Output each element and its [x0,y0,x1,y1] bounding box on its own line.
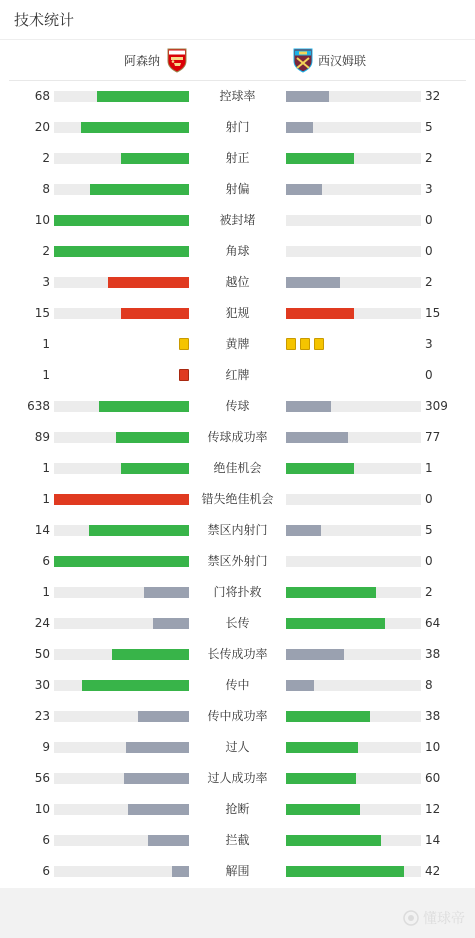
home-stat-value: 1 [42,461,50,475]
stat-row [0,422,475,453]
stat-row [0,81,475,112]
home-stat-bar-fill [54,494,189,505]
home-stat-value: 6 [42,554,50,568]
home-stat-bar [54,618,189,629]
home-stat-value: 2 [42,244,50,258]
stat-label: 传中成功率 [207,709,268,723]
home-stat-value: 30 [34,678,50,692]
stat-row [0,298,475,329]
away-stat-bar [286,773,421,784]
away-stat-bar-fill [286,711,370,722]
home-stat-bar [54,587,189,598]
home-stat-bar-fill [148,835,189,846]
away-stat-bar [286,835,421,846]
away-stat-bar-fill [286,308,354,319]
away-stat-bar-fill [286,587,376,598]
home-cards [175,338,189,351]
home-stat-value: 14 [34,523,50,537]
stat-label: 过人 [225,740,250,754]
home-stat-value: 89 [34,430,50,444]
home-stat-value: 20 [34,120,50,134]
stat-label: 解围 [225,864,250,878]
away-stat-value: 12 [425,802,441,816]
away-stat-value: 32 [425,89,441,103]
stat-row [0,391,475,422]
home-stat-bar [54,184,189,195]
home-stat-value: 3 [42,275,50,289]
yellow-card-icon [300,338,310,350]
home-stat-value: 638 [27,399,50,413]
away-stat-value: 0 [425,492,433,506]
home-stat-bar [54,804,189,815]
away-stat-value: 42 [425,864,441,878]
away-stat-bar-fill [286,184,322,195]
away-stat-value: 14 [425,833,441,847]
home-stat-bar [54,525,189,536]
home-stat-bar-fill [144,587,189,598]
watermark [403,908,465,928]
home-stat-value: 1 [42,368,50,382]
stat-row [0,608,475,639]
away-stat-bar-fill [286,680,314,691]
stat-label: 传中 [225,678,250,692]
home-stat-value: 2 [42,151,50,165]
home-stat-value: 15 [34,306,50,320]
stat-row [0,763,475,794]
stat-row [0,794,475,825]
home-stat-bar-fill [90,184,189,195]
away-stat-bar [286,866,421,877]
away-stat-bar [286,215,421,226]
home-stat-value: 1 [42,585,50,599]
home-stat-value: 10 [34,802,50,816]
stat-row [0,267,475,298]
away-stat-bar [286,711,421,722]
home-stat-bar [54,556,189,567]
home-stat-bar-fill [54,246,189,257]
away-stat-bar [286,432,421,443]
arsenal-crest-icon [166,48,188,73]
home-stat-bar-fill [89,525,189,536]
home-stat-bar [54,246,189,257]
stat-row [0,329,475,360]
stat-row [0,360,475,391]
stat-label: 红牌 [225,368,250,382]
yellow-card-icon [286,338,296,350]
away-stat-bar-fill [286,153,354,164]
away-stat-bar-fill [286,742,358,753]
away-stat-value: 2 [425,275,433,289]
away-stat-bar [286,184,421,195]
away-stat-bar [286,153,421,164]
page-title: 技术统计 [0,0,475,40]
home-stat-value: 1 [42,337,50,351]
home-stat-bar [54,122,189,133]
away-stat-bar [286,308,421,319]
home-stat-value: 6 [42,864,50,878]
away-stat-value: 1 [425,461,433,475]
away-stat-value: 5 [425,523,433,537]
home-stat-bar-fill [128,804,189,815]
watermark-logo-icon [403,910,419,926]
stat-row [0,639,475,670]
home-stat-bar [54,866,189,877]
stat-row [0,236,475,267]
away-stat-bar [286,804,421,815]
stat-label: 过人成功率 [207,771,268,785]
home-stat-bar [54,494,189,505]
stat-label: 长传成功率 [207,647,268,661]
stat-label: 射偏 [225,182,250,196]
home-stat-bar [54,432,189,443]
stat-row [0,546,475,577]
away-stat-value: 10 [425,740,441,754]
home-stat-bar-fill [54,215,189,226]
stat-label: 禁区内射门 [207,523,268,537]
stat-row [0,174,475,205]
away-stat-bar-fill [286,773,356,784]
stat-row [0,856,475,887]
stat-row [0,825,475,856]
away-stat-bar-fill [286,649,344,660]
away-stat-value: 38 [425,647,441,661]
away-stat-value: 309 [425,399,448,413]
stat-row [0,112,475,143]
away-stat-bar [286,649,421,660]
away-stat-bar-fill [286,91,329,102]
home-stat-value: 6 [42,833,50,847]
home-stat-value: 8 [42,182,50,196]
away-stat-bar-fill [286,866,404,877]
stat-label: 绝佳机会 [213,461,262,475]
stat-label: 射门 [225,120,250,134]
stat-label: 错失绝佳机会 [201,492,274,506]
stat-label: 拦截 [225,833,250,847]
home-stat-bar-fill [82,680,189,691]
away-stat-bar-fill [286,277,340,288]
stat-label: 犯规 [225,306,250,320]
home-stat-value: 9 [42,740,50,754]
home-stat-value: 50 [34,647,50,661]
stat-label: 越位 [225,275,250,289]
home-stat-bar [54,463,189,474]
home-stat-bar-fill [121,308,189,319]
stat-row [0,484,475,515]
home-stat-bar [54,277,189,288]
home-stat-bar-fill [121,463,189,474]
away-stat-bar [286,618,421,629]
away-stat-bar [286,122,421,133]
away-stat-bar [286,494,421,505]
home-stat-bar-fill [126,742,189,753]
home-stat-value: 1 [42,492,50,506]
away-stat-bar-fill [286,525,321,536]
away-team-name: 西汉姆联 [318,54,367,68]
away-stat-value: 2 [425,585,433,599]
home-team-name: 阿森纳 [123,54,160,68]
yellow-card-icon [179,338,189,350]
stat-label: 角球 [225,244,250,258]
away-stat-value: 8 [425,678,433,692]
home-stat-bar-fill [121,153,189,164]
away-stat-bar-fill [286,618,385,629]
away-stat-bar [286,401,421,412]
stat-row [0,732,475,763]
away-stat-value: 15 [425,306,441,320]
home-stat-bar [54,835,189,846]
home-stat-bar [54,308,189,319]
away-stat-bar [286,556,421,567]
home-stat-bar [54,215,189,226]
stat-label: 禁区外射门 [207,554,268,568]
away-stat-bar-fill [286,835,381,846]
away-stat-value: 0 [425,244,433,258]
stat-row [0,453,475,484]
stat-row [0,143,475,174]
home-stat-value: 24 [34,616,50,630]
home-stat-bar-fill [54,556,189,567]
away-stat-value: 3 [425,337,433,351]
away-stat-value: 0 [425,368,433,382]
away-stat-value: 38 [425,709,441,723]
away-stat-value: 2 [425,151,433,165]
home-cards [175,369,189,382]
stat-label: 门将扑救 [213,585,262,599]
west-ham-crest-icon [292,48,314,73]
stat-label: 抢断 [225,802,250,816]
home-stat-bar-fill [99,401,189,412]
stat-row [0,515,475,546]
stat-row [0,205,475,236]
home-stat-bar-fill [97,91,189,102]
stat-row [0,577,475,608]
away-stat-value: 0 [425,554,433,568]
away-stat-bar [286,742,421,753]
stat-row [0,670,475,701]
home-stat-bar [54,649,189,660]
away-stat-value: 60 [425,771,441,785]
home-stat-bar-fill [108,277,189,288]
home-stat-bar-fill [153,618,189,629]
away-stat-bar [286,525,421,536]
away-stat-bar [286,277,421,288]
home-stat-bar-fill [138,711,189,722]
stat-label: 射正 [225,151,250,165]
stat-label: 传球 [225,399,250,413]
home-stat-bar [54,401,189,412]
home-stat-bar [54,773,189,784]
stat-label: 黄牌 [225,337,250,351]
stat-label: 被封堵 [219,213,256,227]
away-stat-value: 77 [425,430,441,444]
away-stat-bar [286,680,421,691]
home-stat-bar [54,680,189,691]
stat-label: 长传 [225,616,250,630]
away-stat-bar-fill [286,122,313,133]
home-stat-bar-fill [112,649,189,660]
away-stat-bar [286,463,421,474]
away-stat-value: 3 [425,182,433,196]
away-stat-bar-fill [286,463,354,474]
yellow-card-icon [314,338,324,350]
away-stat-bar [286,246,421,257]
stat-label: 传球成功率 [207,430,268,444]
home-stat-bar-fill [172,866,189,877]
watermark-text: 懂球帝 [423,911,465,927]
home-stat-value: 23 [34,709,50,723]
home-stat-bar-fill [116,432,189,443]
away-stat-bar [286,91,421,102]
home-stat-bar [54,742,189,753]
away-stat-bar-fill [286,432,348,443]
team-header [9,40,466,81]
red-card-icon [179,369,189,381]
away-stat-bar-fill [286,804,360,815]
stat-label: 控球率 [219,89,256,103]
away-stat-bar [286,587,421,598]
away-stat-bar-fill [286,401,331,412]
home-stat-bar-fill [81,122,189,133]
away-cards [286,338,328,351]
home-stat-value: 10 [34,213,50,227]
home-stat-bar-fill [124,773,189,784]
home-stat-bar [54,711,189,722]
home-stat-value: 68 [34,89,50,103]
stat-row [0,701,475,732]
home-stat-bar [54,91,189,102]
away-team[interactable] [292,48,366,73]
home-stat-value: 56 [34,771,50,785]
away-stat-value: 0 [425,213,433,227]
away-stat-value: 5 [425,120,433,134]
home-team[interactable] [124,48,188,73]
home-stat-bar [54,153,189,164]
footer [0,888,475,938]
away-stat-value: 64 [425,616,441,630]
